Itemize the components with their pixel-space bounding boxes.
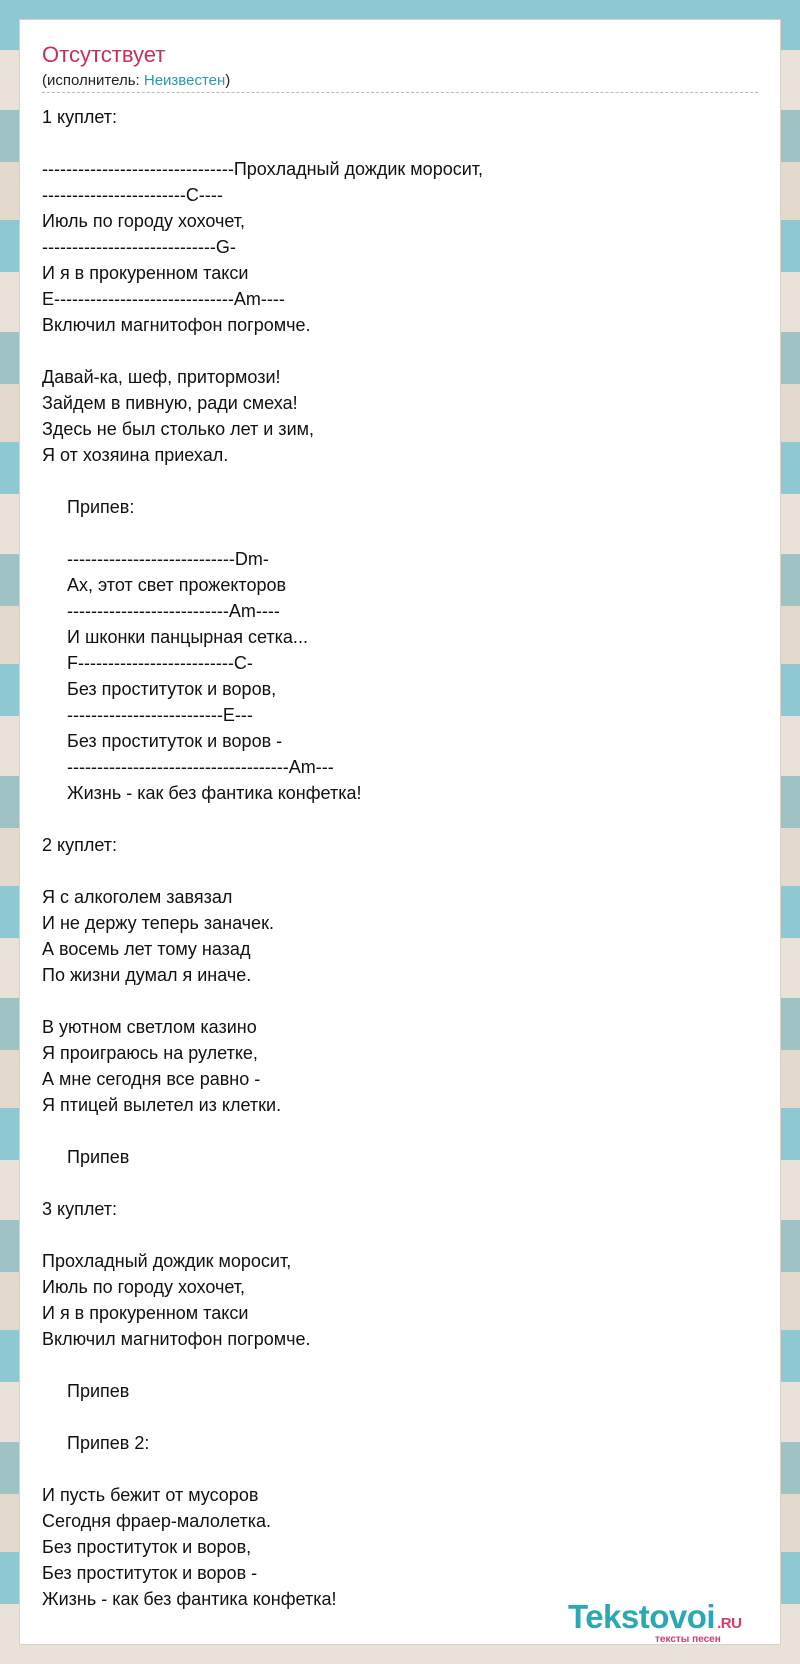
artist-line bbox=[42, 72, 230, 89]
artist-suffix: ) bbox=[225, 72, 231, 89]
artist-prefix: (исполнитель: bbox=[42, 72, 144, 89]
logo-suffix: .RU bbox=[717, 1615, 742, 1632]
site-logo[interactable] bbox=[568, 1598, 768, 1636]
artist-link[interactable]: Неизвестен bbox=[143, 72, 226, 89]
logo-tagline: тексты песен bbox=[655, 1634, 721, 1645]
logo-name: Tekstovoi bbox=[568, 1598, 716, 1635]
lyrics-text: 1 куплет: --------------------------------Прохладный дождик моросит, ------------------------C---- Июль по городу хохочет, -----------------------------G- И я в прокуренном такси E------------------------------Am---- Включил магнитофон погромче. Давай-ка, шеф, притормози! Зайдем в пивную, ради смеха! Здесь не был столько лет и зим, Я от хозяина приехал. Припев: ----------------------------Dm- Ах, этот свет прожекторов ---------------------------Am---- И шконки панцырная сетка... F--------------------------C- Без проституток и воров, --------------------------E--- Без проституток и воров - -------------------------------------Am--- Жизнь - как без фантика конфетка! 2 куплет: Я с алкоголем завязал И не держу теперь заначек. А восемь лет тому назад По жизни думал я иначе. В уютном светлом казино Я проиграюсь на рулетке, А мне сегодня все равно - Я птицей вылетел из клетки. Припев 3 куплет: Прохладный дождик моросит, Июль по городу хохочет, И я в прокуренном такси Включил магнитофон погромче. Припев Припев 2: И пусть бежит от мусоров Сегодня фраер-малолетка. Без проституток и воров, Без проституток и воров - Жизнь - как без фантика конфетка! bbox=[42, 107, 484, 1609]
song-title: Отсутствует bbox=[42, 42, 166, 67]
divider bbox=[42, 92, 758, 93]
